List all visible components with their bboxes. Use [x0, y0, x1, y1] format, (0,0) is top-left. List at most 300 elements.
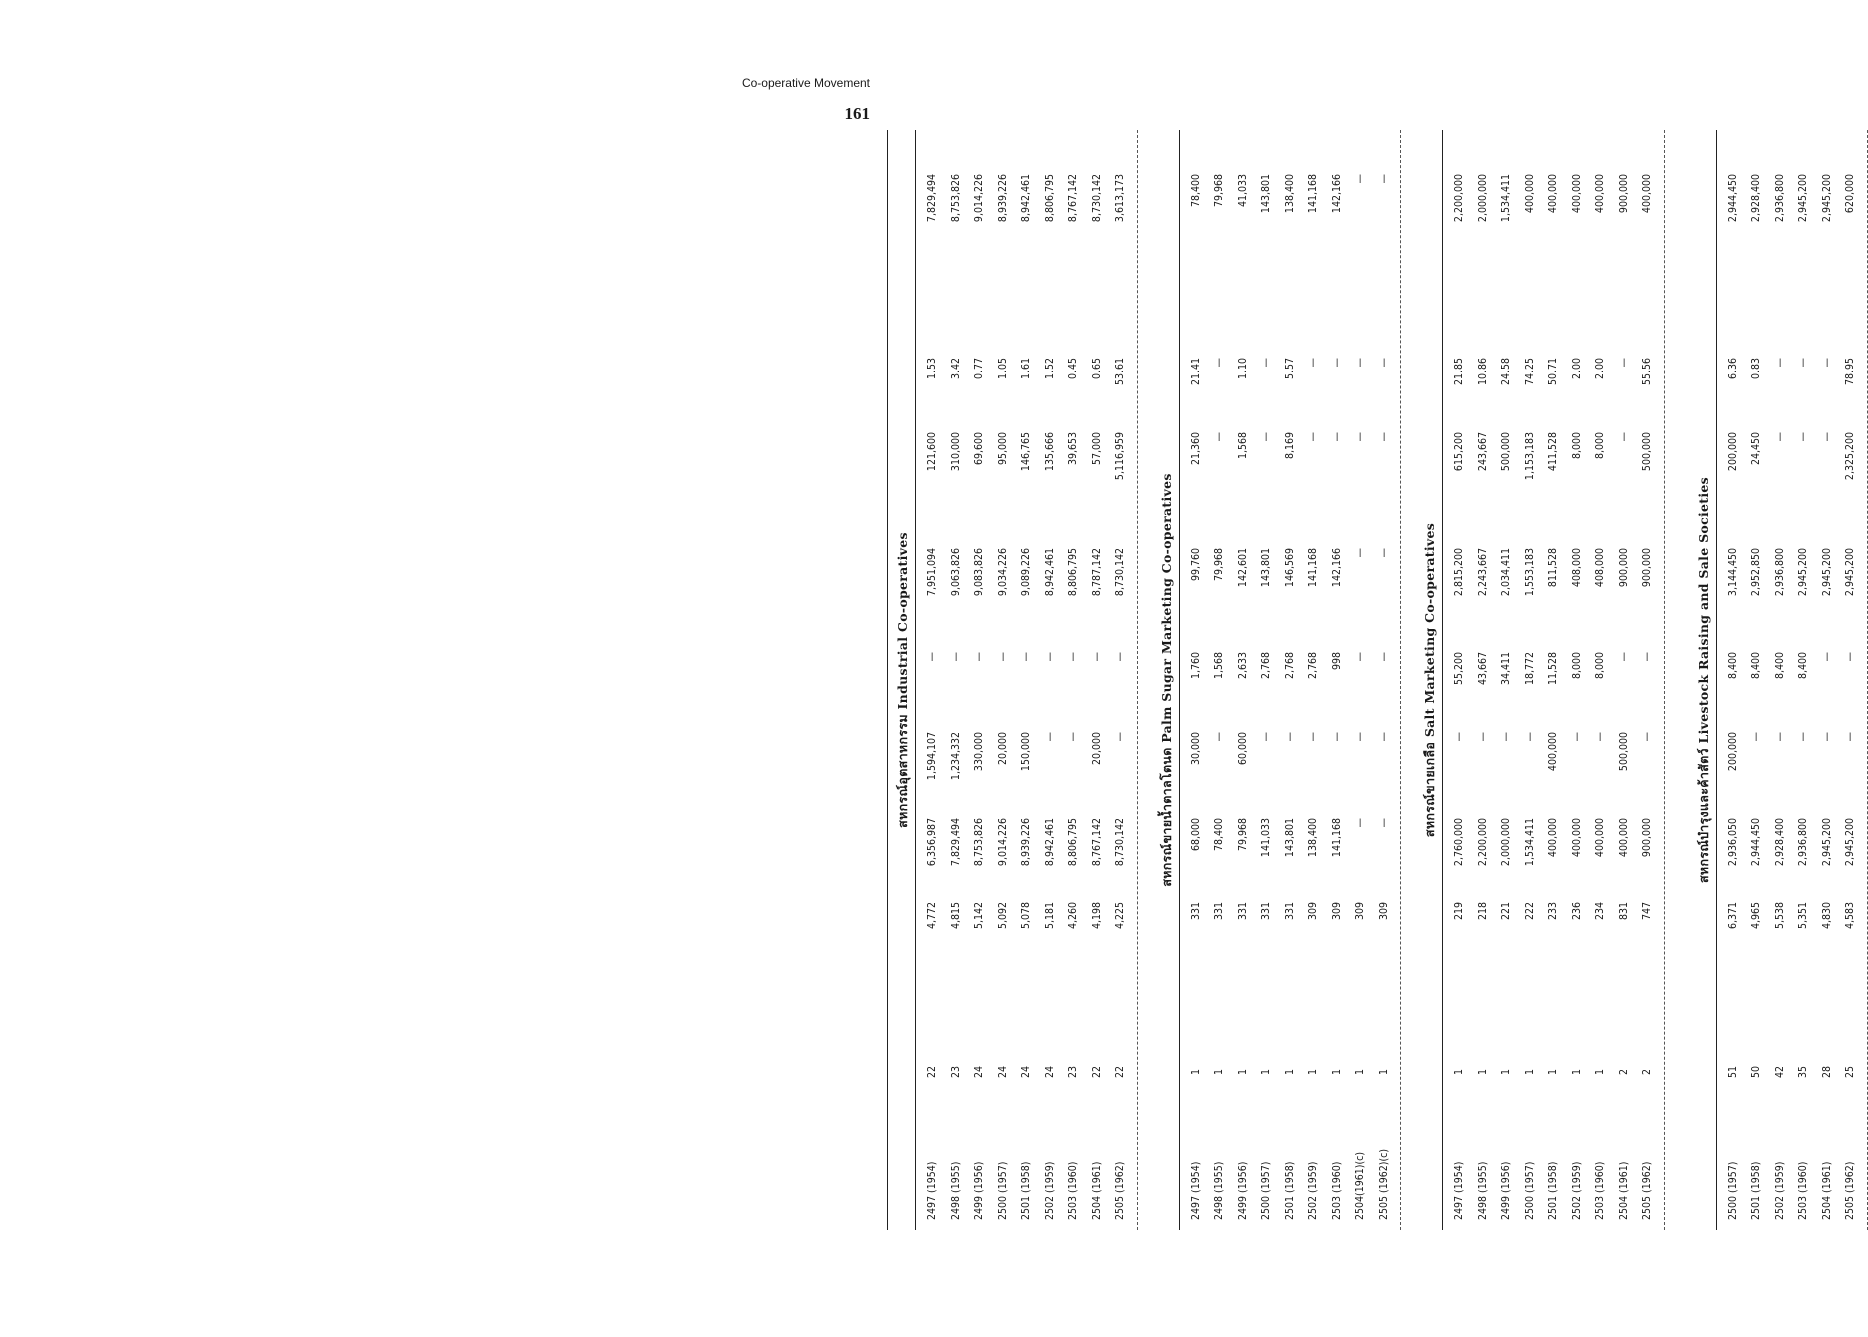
cell-societies: 35 [1797, 1065, 1809, 1079]
cell-total: 2,952,850 [1750, 548, 1762, 597]
section-rule [1442, 130, 1443, 1230]
cell-additions: — [1330, 732, 1343, 742]
cell-repaid: — [1617, 432, 1630, 442]
cell-percent: 10.86 [1476, 358, 1489, 386]
table-row [1722, 130, 1744, 1230]
table-row [1542, 130, 1564, 1230]
cell-interest: 34,411 [1500, 652, 1512, 686]
cell-societies: 1 [1283, 1069, 1296, 1076]
cell-opening-balance: 2,936,050 [1726, 818, 1739, 867]
cell-societies: 1 [1189, 1069, 1202, 1076]
cell-repaid: 121,600 [926, 432, 938, 472]
cell-year: 2501 (1958) [1750, 1161, 1762, 1220]
cell-members: 233 [1547, 902, 1559, 921]
cell-interest: 55,200 [1453, 652, 1465, 686]
cell-opening-balance: 400,000 [1547, 818, 1559, 858]
cell-additions: 20,000 [1090, 732, 1103, 766]
table-row [992, 130, 1014, 1230]
cell-repaid: 24,450 [1750, 432, 1762, 466]
cell-year: 2497 (1954) [1453, 1161, 1465, 1220]
cell-closing-balance: 400,000 [1547, 174, 1559, 214]
cell-interest: 2,768 [1260, 652, 1272, 680]
cell-societies: 1 [1570, 1069, 1583, 1076]
cell-societies: 1 [1547, 1069, 1559, 1076]
cell-percent: 0.83 [1750, 358, 1762, 380]
cell-repaid: 21,360 [1189, 432, 1202, 466]
cell-year: 2499 (1956) [1236, 1161, 1249, 1220]
cell-interest: — [926, 652, 938, 662]
cell-societies: 24 [1020, 1065, 1032, 1079]
cell-repaid: — [1377, 432, 1390, 442]
cell-interest: — [996, 652, 1009, 662]
cell-opening-balance: 1,534,411 [1523, 818, 1536, 867]
cell-interest: — [1641, 652, 1653, 662]
cell-repaid: — [1307, 432, 1319, 442]
cell-year: 2503 (1960) [1797, 1161, 1809, 1220]
cell-total: 2,936,800 [1773, 548, 1786, 597]
cell-societies: 1 [1236, 1069, 1249, 1076]
cell-additions: — [1641, 732, 1653, 742]
table-row [1086, 130, 1108, 1230]
cell-opening-balance: 6,356,987 [926, 818, 938, 867]
cell-societies: 1 [1260, 1069, 1272, 1076]
cell-members: 309 [1377, 902, 1390, 921]
cell-percent: — [1797, 358, 1809, 368]
table-row [1039, 130, 1061, 1230]
cell-members: 5,538 [1773, 902, 1786, 930]
cell-year: 2502 (1959) [1043, 1161, 1056, 1220]
table-row [1109, 130, 1131, 1230]
cell-interest: — [1020, 652, 1032, 662]
cell-total: 8,787,142 [1090, 548, 1103, 597]
cell-repaid: — [1797, 432, 1809, 442]
cell-total: 146,569 [1283, 548, 1296, 588]
cell-percent: 21.85 [1453, 358, 1465, 386]
cell-additions: — [1523, 732, 1536, 742]
table-row [1279, 130, 1301, 1230]
cell-year: 2498 (1955) [949, 1161, 962, 1220]
cell-interest: 11,528 [1547, 652, 1559, 686]
cell-total: 2,945,200 [1820, 548, 1833, 597]
cell-year: 2504(1961)(c) [1354, 1151, 1366, 1220]
cell-societies: 1 [1330, 1069, 1343, 1076]
cell-repaid: — [1354, 432, 1366, 442]
cell-additions: 60,000 [1236, 732, 1249, 766]
cell-opening-balance: 8,806,795 [1067, 818, 1079, 867]
table-row [1769, 130, 1791, 1230]
cell-opening-balance: 2,936,800 [1797, 818, 1809, 867]
cell-members: 4,583 [1844, 902, 1856, 930]
cell-repaid: 39,653 [1067, 432, 1079, 466]
cell-opening-balance: 2,000,000 [1500, 818, 1512, 867]
cell-additions: — [1570, 732, 1583, 742]
cell-year: 2497 (1954) [1189, 1161, 1202, 1220]
table-row [1015, 130, 1037, 1230]
cell-year: 2502 (1959) [1307, 1161, 1319, 1220]
table-row [1792, 130, 1814, 1230]
cell-members: 234 [1594, 902, 1606, 921]
cell-additions: 200,000 [1726, 732, 1739, 772]
cell-opening-balance: 2,944,450 [1750, 818, 1762, 867]
cell-additions: 1,234,332 [949, 732, 962, 781]
cell-repaid: 615,200 [1453, 432, 1465, 472]
cell-opening-balance: 138,400 [1307, 818, 1319, 858]
cell-repaid: 1,153,183 [1523, 432, 1536, 481]
cell-closing-balance: 79,968 [1213, 174, 1225, 208]
cell-members: 218 [1476, 902, 1489, 921]
cell-opening-balance: 8,730,142 [1114, 818, 1126, 867]
cell-interest: — [1043, 652, 1056, 662]
cell-year: 2498 (1955) [1213, 1161, 1225, 1220]
cell-repaid: 135,666 [1043, 432, 1056, 472]
cell-total: 142,601 [1236, 548, 1249, 588]
cell-societies: 1 [1500, 1069, 1512, 1076]
cell-year: 2505 (1962)(c) [1377, 1148, 1390, 1220]
cell-repaid: 5,116,959 [1114, 432, 1126, 481]
cell-year: 2504 (1961) [1090, 1161, 1103, 1220]
cell-year: 2501 (1958) [1283, 1161, 1296, 1220]
cell-societies: 1 [1377, 1069, 1390, 1076]
cell-members: 331 [1283, 902, 1296, 921]
cell-percent: 1.61 [1020, 358, 1032, 380]
cell-total: — [1377, 548, 1390, 558]
cell-members: 219 [1453, 902, 1465, 921]
cell-opening-balance: 79,968 [1236, 818, 1249, 852]
cell-repaid: — [1773, 432, 1786, 442]
cell-societies: 22 [1114, 1065, 1126, 1079]
cell-members: 331 [1236, 902, 1249, 921]
cell-societies: 1 [1354, 1069, 1366, 1076]
cell-societies: 1 [1594, 1069, 1606, 1076]
cell-year: 2503 (1960) [1067, 1161, 1079, 1220]
table-row [1519, 130, 1541, 1230]
cell-additions: — [1043, 732, 1056, 742]
cell-closing-balance: — [1377, 174, 1390, 184]
table-row [1472, 130, 1494, 1230]
cell-percent: 2.00 [1570, 358, 1583, 380]
cell-year: 2497 (1954) [926, 1161, 938, 1220]
cell-total: 9,063,826 [949, 548, 962, 597]
cell-societies: 22 [926, 1065, 938, 1079]
cell-opening-balance: — [1354, 818, 1366, 828]
cell-percent: — [1354, 358, 1366, 368]
cell-year: 2500 (1957) [1523, 1161, 1536, 1220]
cell-closing-balance: 400,000 [1641, 174, 1653, 214]
cell-opening-balance: 68,000 [1189, 818, 1202, 852]
cell-societies: 24 [973, 1065, 985, 1079]
cell-year: 2500 (1957) [1260, 1161, 1272, 1220]
cell-societies: 22 [1090, 1065, 1103, 1079]
cell-closing-balance: 2,200,000 [1453, 174, 1465, 223]
cell-interest: 2,768 [1307, 652, 1319, 680]
cell-repaid: 243,667 [1476, 432, 1489, 472]
cell-year: 2499 (1956) [1500, 1161, 1512, 1220]
cell-total: 8,806,795 [1067, 548, 1079, 597]
cell-closing-balance: 2,945,200 [1797, 174, 1809, 223]
statistics-table [875, 130, 1856, 1230]
cell-additions: — [1750, 732, 1762, 742]
cell-societies: 1 [1476, 1069, 1489, 1076]
cell-additions: — [1377, 732, 1390, 742]
cell-percent: 0.77 [973, 358, 985, 380]
cell-total: 79,968 [1213, 548, 1225, 582]
cell-interest: 1,568 [1213, 652, 1225, 680]
cell-closing-balance: 8,753,826 [949, 174, 962, 223]
table-row [1495, 130, 1517, 1230]
cell-total: 2,945,200 [1844, 548, 1856, 597]
table-row [1566, 130, 1588, 1230]
cell-total: 9,034,226 [996, 548, 1009, 597]
cell-members: 4,198 [1090, 902, 1103, 930]
cell-interest: — [1377, 652, 1390, 662]
cell-repaid: 146,765 [1020, 432, 1032, 472]
cell-year: 2499 (1956) [973, 1161, 985, 1220]
cell-additions: 330,000 [973, 732, 985, 772]
cell-closing-balance: 41,033 [1236, 174, 1249, 208]
cell-members: 236 [1570, 902, 1583, 921]
cell-opening-balance: 2,945,200 [1844, 818, 1856, 867]
cell-closing-balance: 142,166 [1330, 174, 1343, 214]
cell-closing-balance: 7,829,494 [926, 174, 938, 223]
cell-percent: 74.25 [1523, 358, 1536, 386]
cell-additions: 30,000 [1189, 732, 1202, 766]
table-row [1816, 130, 1838, 1230]
cell-societies: 2 [1641, 1069, 1653, 1076]
section-end-rule [1137, 130, 1138, 1230]
cell-closing-balance: 9,014,226 [973, 174, 985, 223]
cell-additions: — [1500, 732, 1512, 742]
cell-year: 2504 (1961) [1617, 1161, 1630, 1220]
cell-members: 309 [1354, 902, 1366, 921]
cell-total: 9,089,226 [1020, 548, 1032, 597]
cell-percent: 6.36 [1726, 358, 1739, 380]
cell-year: 2501 (1958) [1547, 1161, 1559, 1220]
cell-percent: 1.53 [926, 358, 938, 380]
cell-interest: 2,633 [1236, 652, 1249, 680]
cell-additions: 150,000 [1020, 732, 1032, 772]
cell-total: 408,000 [1594, 548, 1606, 588]
cell-repaid: 2,325,200 [1844, 432, 1856, 481]
cell-societies: 24 [996, 1065, 1009, 1079]
cell-members: 4,830 [1820, 902, 1833, 930]
cell-members: 331 [1213, 902, 1225, 921]
cell-members: 5,078 [1020, 902, 1032, 930]
cell-additions: — [1260, 732, 1272, 742]
cell-closing-balance: 8,806,795 [1043, 174, 1056, 223]
cell-interest: — [1114, 652, 1126, 662]
cell-members: 309 [1307, 902, 1319, 921]
cell-percent: — [1617, 358, 1630, 368]
cell-total: 8,730,142 [1114, 548, 1126, 597]
cell-opening-balance: 143,801 [1283, 818, 1296, 858]
cell-opening-balance: 900,000 [1641, 818, 1653, 858]
cell-societies: 51 [1726, 1065, 1739, 1079]
cell-total: 3,144,450 [1726, 548, 1739, 597]
cell-year: 2504 (1961) [1820, 1161, 1833, 1220]
cell-total: 9,083,826 [973, 548, 985, 597]
cell-repaid: — [1820, 432, 1833, 442]
cell-total: 142,166 [1330, 548, 1343, 588]
cell-repaid: — [1213, 432, 1225, 442]
table-row [968, 130, 990, 1230]
cell-year: 2505 (1962) [1641, 1161, 1653, 1220]
running-head-title: Co-operative Movement [741, 76, 870, 90]
cell-opening-balance: 8,753,826 [973, 818, 985, 867]
section-end-rule [1664, 130, 1665, 1230]
cell-percent: 21.41 [1189, 358, 1202, 386]
cell-total: 99,760 [1189, 548, 1202, 582]
section-title: สหกรณ์ขายน้ำตาลโตนด Palm Sugar Marketing Co-operatives [1158, 473, 1174, 887]
cell-repaid: — [1330, 432, 1343, 442]
cell-repaid: 57,000 [1090, 432, 1103, 466]
cell-closing-balance: 1,534,411 [1500, 174, 1512, 223]
table-row [1613, 130, 1635, 1230]
section-end-rule [1400, 130, 1401, 1230]
cell-repaid: 8,000 [1570, 432, 1583, 460]
table-row [1589, 130, 1611, 1230]
cell-percent: 0.65 [1090, 358, 1103, 380]
cell-total: 900,000 [1617, 548, 1630, 588]
cell-total: — [1354, 548, 1366, 558]
cell-closing-balance: 8,942,461 [1020, 174, 1032, 223]
cell-opening-balance: 8,767,142 [1090, 818, 1103, 867]
cell-closing-balance: 2,936,800 [1773, 174, 1786, 223]
cell-societies: 28 [1820, 1065, 1833, 1079]
cell-year: 2498 (1955) [1476, 1161, 1489, 1220]
cell-societies: 25 [1844, 1065, 1856, 1079]
cell-percent: 3.42 [949, 358, 962, 380]
cell-additions: — [1797, 732, 1809, 742]
cell-year: 2500 (1957) [1726, 1161, 1739, 1220]
cell-opening-balance: 400,000 [1594, 818, 1606, 858]
cell-additions: 20,000 [996, 732, 1009, 766]
cell-interest: 1,760 [1189, 652, 1202, 680]
cell-members: 221 [1500, 902, 1512, 921]
cell-additions: 1,594,107 [926, 732, 938, 781]
cell-interest: — [1067, 652, 1079, 662]
cell-repaid: 95,000 [996, 432, 1009, 466]
cell-total: 2,815,200 [1453, 548, 1465, 597]
page-number: 161 [844, 104, 870, 123]
cell-interest: — [973, 652, 985, 662]
cell-additions: — [1114, 732, 1126, 742]
cell-closing-balance: 2,945,200 [1820, 174, 1833, 223]
cell-percent: — [1307, 358, 1319, 368]
cell-closing-balance: 900,000 [1617, 174, 1630, 214]
table-row [921, 130, 943, 1230]
cell-total: 900,000 [1641, 548, 1653, 588]
cell-closing-balance: 8,939,226 [996, 174, 1009, 223]
cell-additions: — [1354, 732, 1366, 742]
cell-additions: — [1213, 732, 1225, 742]
cell-additions: — [1773, 732, 1786, 742]
cell-opening-balance: 2,945,200 [1820, 818, 1833, 867]
section-rule [1179, 130, 1180, 1230]
cell-societies: 2 [1617, 1069, 1630, 1076]
cell-interest: 8,400 [1773, 652, 1786, 680]
cell-opening-balance: 2,760,000 [1453, 818, 1465, 867]
cell-interest: 18,772 [1523, 652, 1536, 686]
cell-societies: 24 [1043, 1065, 1056, 1079]
cell-total: 7,951,094 [926, 548, 938, 597]
section-end-rule [1867, 130, 1868, 1230]
cell-percent: — [1377, 358, 1390, 368]
cell-percent: 0.45 [1067, 358, 1079, 380]
cell-members: 4,225 [1114, 902, 1126, 930]
cell-members: 331 [1260, 902, 1272, 921]
cell-percent: 24.58 [1500, 358, 1512, 386]
cell-percent: 55.56 [1641, 358, 1653, 386]
cell-opening-balance: 8,942,461 [1043, 818, 1056, 867]
table-row [1326, 130, 1348, 1230]
cell-total: 8,942,461 [1043, 548, 1056, 597]
section-title: สหกรณ์บำรุงและค้าสัตว์ Livestock Raising and Sale Societies [1695, 477, 1711, 884]
table-row [1255, 130, 1277, 1230]
cell-closing-balance: 143,801 [1260, 174, 1272, 214]
cell-additions: — [1283, 732, 1296, 742]
cell-members: 4,815 [949, 902, 962, 930]
cell-percent: 78.95 [1844, 358, 1856, 386]
cell-members: 4,260 [1067, 902, 1079, 930]
cell-year: 2500 (1957) [996, 1161, 1009, 1220]
cell-members: 5,181 [1043, 902, 1056, 930]
table-row [1208, 130, 1230, 1230]
cell-year: 2501 (1958) [1020, 1161, 1032, 1220]
cell-repaid: — [1260, 432, 1272, 442]
cell-additions: — [1844, 732, 1856, 742]
cell-percent: 5.57 [1283, 358, 1296, 380]
table-row [1302, 130, 1324, 1230]
cell-members: 309 [1330, 902, 1343, 921]
cell-year: 2503 (1960) [1594, 1161, 1606, 1220]
cell-repaid: 310,000 [949, 432, 962, 472]
cell-year: 2505 (1962) [1114, 1161, 1126, 1220]
table-row [1349, 130, 1371, 1230]
section-title: สหกรณ์อุตสาหกรรม Industrial Co-operatives [895, 532, 910, 828]
cell-closing-balance: 3,613,173 [1114, 174, 1126, 223]
table-row [1185, 130, 1207, 1230]
cell-societies: 23 [1067, 1065, 1079, 1079]
cell-interest: — [1617, 652, 1630, 662]
cell-repaid: 411,528 [1547, 432, 1559, 472]
cell-societies: 23 [949, 1065, 962, 1079]
cell-members: 5,351 [1797, 902, 1809, 930]
cell-opening-balance: 7,829,494 [949, 818, 962, 867]
cell-opening-balance: 78,400 [1213, 818, 1225, 852]
cell-interest: 43,667 [1476, 652, 1489, 686]
cell-additions: 400,000 [1547, 732, 1559, 772]
section-rule [1716, 130, 1717, 1230]
cell-percent: — [1213, 358, 1225, 368]
table-row [1745, 130, 1767, 1230]
cell-total: 2,034,411 [1500, 548, 1512, 597]
cell-additions: 500,000 [1617, 732, 1630, 772]
cell-total: 408,000 [1570, 548, 1583, 588]
cell-repaid: 500,000 [1500, 432, 1512, 472]
cell-repaid: 500,000 [1641, 432, 1653, 472]
cell-societies: 50 [1750, 1065, 1762, 1079]
cell-percent: 53.61 [1114, 358, 1126, 386]
cell-opening-balance: 8,939,226 [1020, 818, 1032, 867]
cell-total: 143,801 [1260, 548, 1272, 588]
cell-opening-balance: 400,000 [1570, 818, 1583, 858]
cell-percent: 2.00 [1594, 358, 1606, 380]
cell-year: 2503 (1960) [1330, 1161, 1343, 1220]
cell-total: 141,168 [1307, 548, 1319, 588]
cell-repaid: 8,169 [1283, 432, 1296, 460]
cell-members: 747 [1641, 902, 1653, 921]
cell-additions: — [1067, 732, 1079, 742]
